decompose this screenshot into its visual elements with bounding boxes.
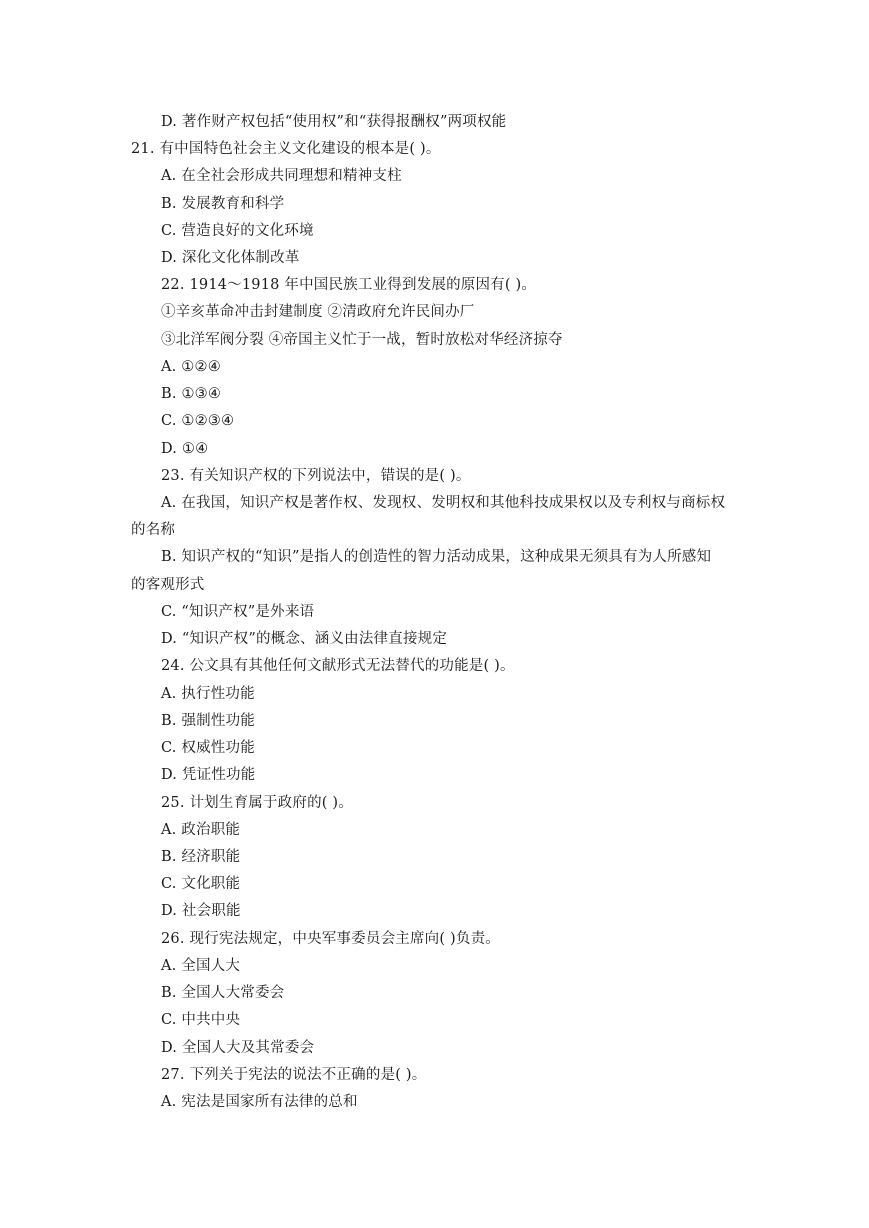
- option-d-q21: D. 深化文化体制改革: [161, 250, 300, 266]
- question-26: 26. 现行宪法规定，中央军事委员会主席向( )负责。: [161, 931, 500, 947]
- option-b-q22: B. ①③④: [161, 386, 222, 402]
- option-a-q22: A. ①②④: [161, 359, 221, 375]
- option-b-q23: B. 知识产权的“知识”是指人的创造性的智力活动成果，这种成果无须具有为人所感知: [161, 549, 712, 565]
- option-d-q20: D. 著作财产权包括“使用权”和“获得报酬权”两项权能: [161, 114, 507, 130]
- option-a-q26: A. 全国人大: [161, 958, 241, 974]
- option-d-q22: D. ①④: [161, 441, 209, 457]
- option-a-q21: A. 在全社会形成共同理想和精神支柱: [161, 168, 402, 184]
- option-a-q23-continued: 的名称: [131, 522, 176, 538]
- question-22-statements-1: ①辛亥革命冲击封建制度 ②清政府允许民间办厂: [161, 304, 475, 320]
- question-27: 27. 下列关于宪法的说法不正确的是( )。: [161, 1067, 427, 1083]
- question-22-statements-2: ③北洋军阀分裂 ④帝国主义忙于一战，暂时放松对华经济掠夺: [161, 332, 563, 348]
- question-25: 25. 计划生育属于政府的( )。: [161, 795, 353, 811]
- question-21: 21. 有中国特色社会主义文化建设的根本是( )。: [131, 141, 441, 157]
- option-c-q26: C. 中共中央: [161, 1012, 241, 1028]
- option-c-q23: C. “知识产权”是外来语: [161, 604, 315, 620]
- option-b-q21: B. 发展教育和科学: [161, 196, 285, 212]
- option-a-q27: A. 宪法是国家所有法律的总和: [161, 1094, 358, 1110]
- option-d-q23: D. “知识产权”的概念、涵义由法律直接规定: [161, 631, 448, 647]
- option-c-q22: C. ①②③④: [161, 413, 235, 429]
- option-b-q23-continued: 的客观形式: [131, 577, 205, 593]
- option-a-q24: A. 执行性功能: [161, 686, 255, 702]
- question-24: 24. 公文具有其他任何文献形式无法替代的功能是( )。: [161, 658, 515, 674]
- option-b-q26: B. 全国人大常委会: [161, 985, 285, 1001]
- option-d-q25: D. 社会职能: [161, 903, 241, 919]
- option-c-q21: C. 营造良好的文化环境: [161, 223, 314, 239]
- option-a-q23: A. 在我国，知识产权是著作权、发现权、发明权和其他科技成果权以及专利权与商标权: [161, 495, 726, 511]
- question-22: 22. 1914～1918 年中国民族工业得到发展的原因有( )。: [161, 277, 537, 293]
- option-b-q24: B. 强制性功能: [161, 713, 255, 729]
- option-c-q25: C. 文化职能: [161, 876, 241, 892]
- question-23: 23. 有关知识产权的下列说法中，错误的是( )。: [161, 468, 471, 484]
- option-c-q24: C. 权威性功能: [161, 740, 255, 756]
- option-d-q24: D. 凭证性功能: [161, 767, 256, 783]
- option-b-q25: B. 经济职能: [161, 849, 241, 865]
- option-a-q25: A. 政治职能: [161, 822, 241, 838]
- option-d-q26: D. 全国人大及其常委会: [161, 1040, 315, 1056]
